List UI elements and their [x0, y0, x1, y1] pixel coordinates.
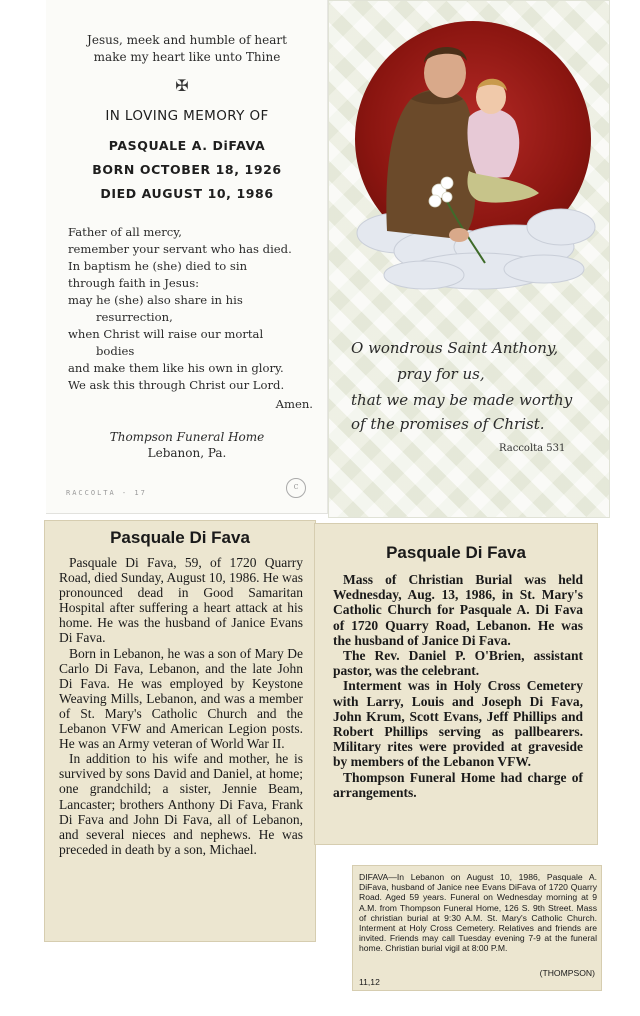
death-notice-signature: (THOMPSON) — [539, 968, 595, 978]
funeral-home-city: Lebanon, Pa. — [147, 446, 227, 460]
verse-line-2: make my heart like unto Thine — [93, 50, 281, 64]
raccolta-code: RACCOLTA - 17 — [66, 489, 147, 497]
prayer-line: In baptism he (she) died to sin — [68, 259, 248, 273]
amen: Amen. — [275, 397, 313, 411]
burial-paragraph: Interment was in Holy Cross Cemetery with Larry, Louis and Joseph Di Fava, John Krum, Scott Evans, Jeff Phillips and Robert Phillips serving as pallbearers. Military rites were provided at graveside by members of the Lebanon VFW. — [333, 678, 583, 770]
prayer-line: We ask this through Christ our Lord. — [68, 378, 285, 392]
death-notice-text: DIFAVA—In Lebanon on August 10, 1986, Pasquale A. DiFava, husband of Janice nee Evans DiFava of 1720 Quarry Road. Aged 59 years. Funeral on Wednesday morning at 9 A.M. from Thompson Funeral Home, 126 S. 9th Street. Mass of christian burial at 9:30 A.M. St. Mary's Catholic Church. Interment at Holy Cross Cemetery. Relatives and friends are invited. Friends may call Tuesday evening 7-9 at the funeral home. Christian burial vigil at 8:00 P.M. — [359, 872, 597, 954]
prayer-line: when Christ will raise our mortal — [68, 327, 264, 341]
burial-paragraph: Thompson Funeral Home had charge of arrangements. — [333, 769, 583, 800]
prayer-line: Father of all mercy, — [68, 225, 182, 239]
burial-notice-body — [333, 572, 583, 800]
burial-paragraph: Mass of Christian Burial was held Wednesday, Aug. 13, 1986, in St. Mary's Catholic Church for Pasquale A. Di Fava of 1720 Quarry Road, Lebanon. He was the husband of Janice Di Fava. — [333, 572, 583, 648]
prayer-line: resurrection, — [96, 310, 173, 324]
in-memory-heading: IN LOVING MEMORY OF — [105, 108, 269, 124]
death-notice-number: 11,12 — [359, 977, 380, 987]
obituary-body — [59, 555, 303, 857]
obituary-paragraph: Pasquale Di Fava, 59, of 1720 Quarry Road, died Sunday, August 10, 1986. He was pronounced dead in Good Samaritan Hospital after suffering a heart attack at his home. He was the husband of Janice Evans Di Fava. — [59, 555, 303, 646]
publisher-logo-icon: C — [286, 478, 306, 498]
caption-line: of the promises of Christ. — [351, 415, 545, 433]
obituary-paragraph: In addition to his wife and mother, he is survived by sons David and Daniel, at home; one grandchild; a sister, Jennie Beam, Lancaster; brothers Anthony Di Fava, Frank Di Fava and John Di Fava, all of Lebanon, and several nieces and nephews. He was preceded in death by a son, Michael. — [59, 751, 303, 857]
caption-line: pray for us, — [397, 365, 485, 383]
obituary-paragraph: Born in Lebanon, he was a son of Mary De Carlo Di Fava, Lebanon, and the late John Di Fava. He was employed by Keystone Weaving Mills, Lebanon, and was a member of St. Mary's Catholic Church and the Lebanon VFW and American Legion posts. He was an Army veteran of World War II. — [59, 645, 303, 752]
saint-anthony-with-child-icon — [329, 1, 611, 311]
prayer-line: remember your servant who has died. — [68, 242, 292, 256]
prayer-line: and make them like his own in glory. — [68, 361, 284, 375]
cross-icon: ✠ — [175, 76, 189, 95]
caption-line: that we may be made worthy — [351, 391, 573, 409]
deceased-name: PASQUALE A. DiFAVA — [108, 138, 266, 153]
caption-line: O wondrous Saint Anthony, — [351, 339, 559, 357]
memorial-card — [46, 0, 328, 514]
obituary-clipping — [44, 520, 316, 942]
death-date: DIED AUGUST 10, 1986 — [100, 186, 274, 201]
prayer-line: may he (she) also share in his — [68, 293, 243, 307]
death-notice-clipping — [352, 865, 602, 991]
prayer-line: through faith in Jesus: — [68, 276, 200, 290]
burial-paragraph: The Rev. Daniel P. O'Brien, assistant pastor, was the celebrant. — [333, 648, 583, 679]
birth-date: BORN OCTOBER 18, 1926 — [92, 162, 282, 177]
funeral-home: Thompson Funeral Home — [109, 430, 265, 444]
raccolta-number: Raccolta 531 — [499, 443, 566, 454]
obituary-title: Pasquale Di Fava — [110, 528, 250, 547]
burial-notice-clipping — [314, 523, 598, 845]
burial-notice-title: Pasquale Di Fava — [386, 543, 526, 562]
saint-anthony-card — [328, 0, 610, 518]
verse-line-1: Jesus, meek and humble of heart — [87, 33, 287, 47]
prayer-line: bodies — [96, 344, 135, 358]
